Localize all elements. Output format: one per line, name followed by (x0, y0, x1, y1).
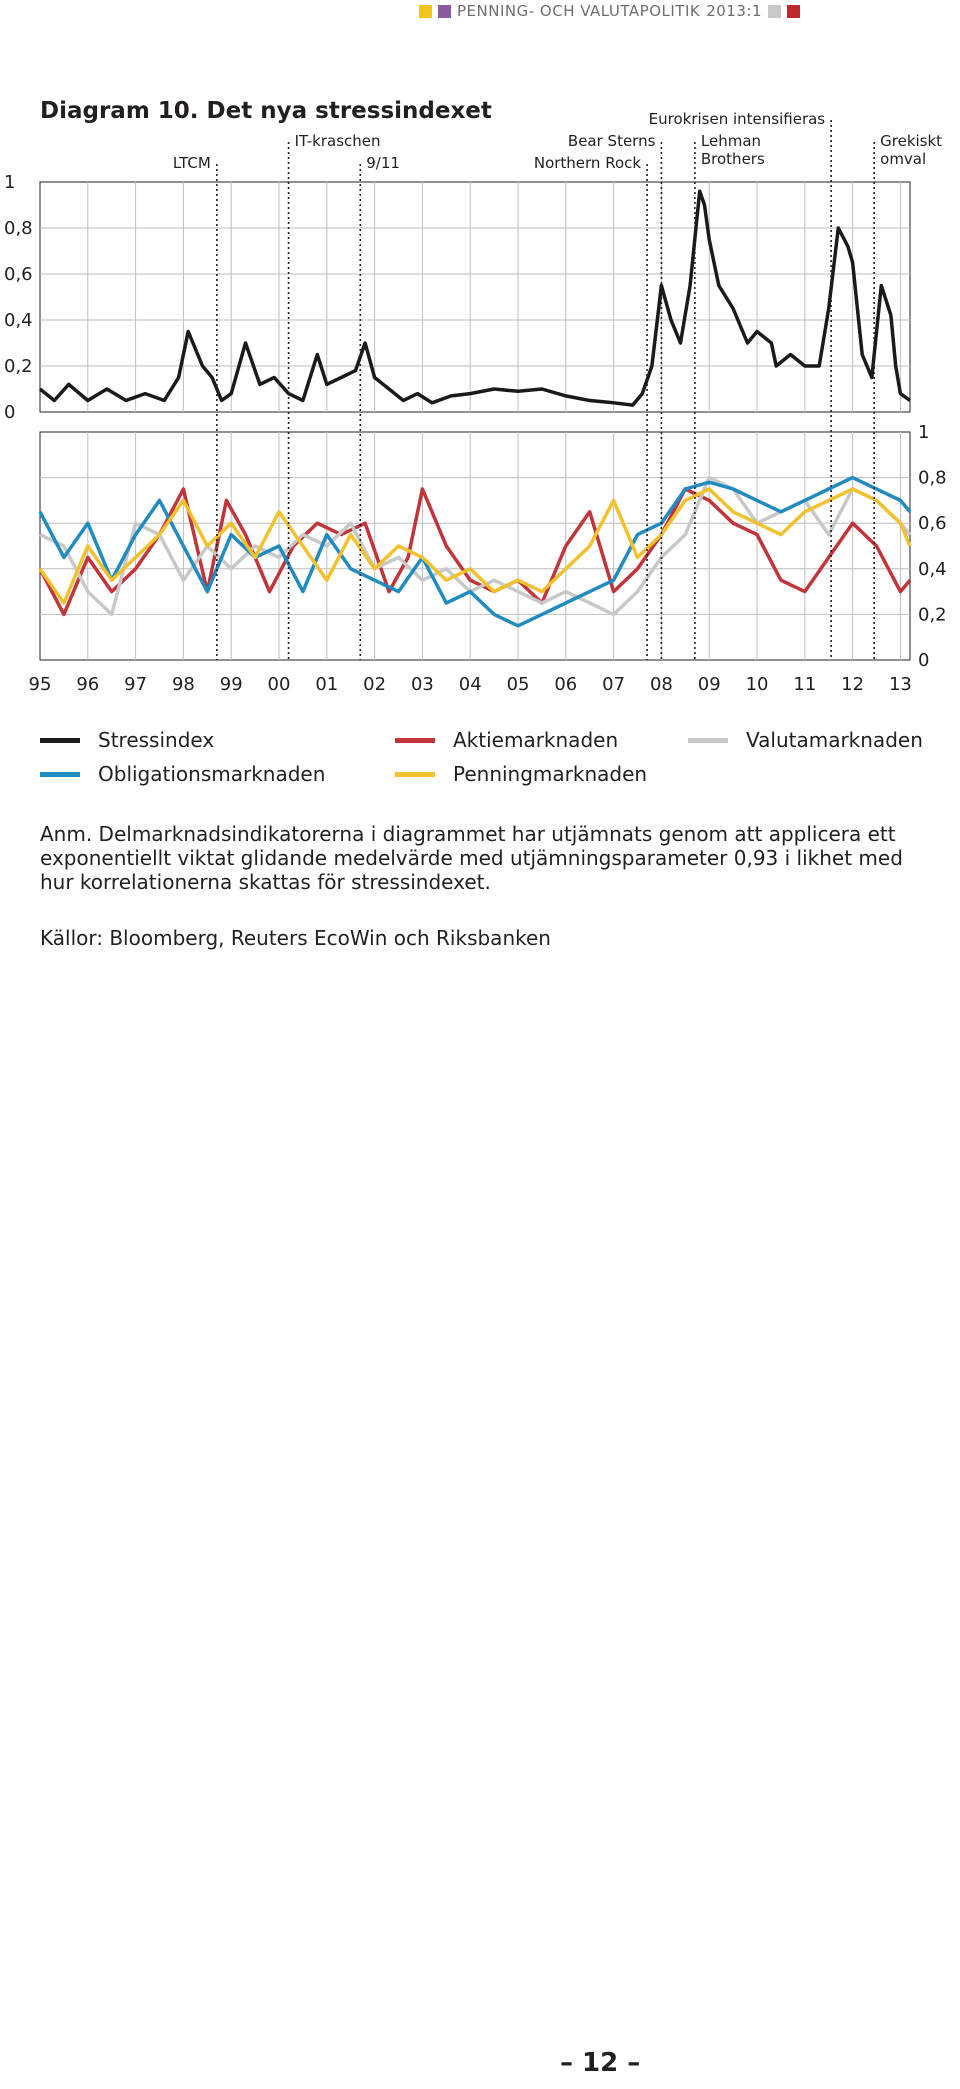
event-label-line: Grekiskt (880, 132, 943, 150)
legend-label: Aktiemarknaden (453, 728, 619, 752)
legend-swatch-valutamarknaden (688, 738, 728, 743)
x-tick-label: 95 (28, 674, 52, 695)
x-tick-label: 03 (410, 674, 434, 695)
upper-y-tick-label: 0,6 (4, 264, 33, 285)
event-label: IT-kraschen (294, 132, 381, 150)
x-tick-label: 98 (171, 674, 195, 695)
chart-source: Källor: Bloomberg, Reuters EcoWin och Riksbanken (40, 926, 551, 950)
legend-label: Valutamarknaden (746, 728, 923, 752)
x-tick-label: 99 (219, 674, 243, 695)
legend-item-obligationsmarknaden (40, 762, 325, 786)
event-label (880, 132, 942, 168)
stress-index-chart (0, 0, 960, 720)
x-tick-label: 13 (888, 674, 912, 695)
lower-y-tick-label: 1 (918, 422, 930, 443)
x-tick-label: 08 (649, 674, 673, 695)
event-label: LTCM (172, 154, 211, 172)
header-issue: 2013:1 (706, 2, 762, 20)
event-label-line: Lehman (700, 132, 762, 150)
legend-label: Stressindex (98, 728, 215, 752)
legend-label: Penningmarknaden (453, 762, 648, 786)
upper-y-tick-label: 0,2 (4, 356, 33, 377)
x-tick-label: 96 (76, 674, 100, 695)
legend-item-aktiemarknaden (395, 728, 618, 752)
legend-swatch-aktiemarknaden (395, 738, 435, 743)
chart-note: Anm. Delmarknadsindikatorerna i diagrammet har utjämnats genom att applicera ett exponentiellt viktat glidande medelvärde med utjämningsparameter 0,93 i likhet med hur korrelationerna skattas för stressindexet. (40, 822, 903, 894)
upper-y-tick-label: 0,4 (4, 310, 33, 331)
x-tick-label: 97 (124, 674, 148, 695)
legend-swatch-stressindex (40, 738, 80, 743)
legend-item-penningmarknaden (395, 762, 647, 786)
lower-y-tick-label: 0,6 (918, 513, 947, 535)
event-label-line: Brothers (700, 150, 765, 168)
upper-y-tick-label: 1 (4, 172, 16, 193)
lower-y-tick-label: 0,8 (918, 467, 947, 489)
upper-panel-frame (40, 182, 910, 412)
event-label-line: omval (880, 150, 927, 168)
chart-title: Diagram 10. Det nya stressindexet (40, 98, 492, 124)
legend-label: Obligationsmarknaden (98, 762, 326, 786)
x-tick-label: 12 (841, 674, 865, 695)
x-tick-label: 02 (363, 674, 387, 695)
x-tick-label: 10 (745, 674, 769, 695)
upper-y-tick-label: 0,8 (4, 218, 33, 239)
event-label: 9/11 (366, 154, 400, 172)
x-tick-label: 11 (793, 674, 817, 695)
event-label: Eurokrisen intensifieras (648, 110, 826, 128)
legend-item-valutamarknaden (688, 728, 923, 752)
series-line-penningmarknaden (40, 489, 910, 603)
event-label (701, 132, 765, 168)
legend-swatch-penningmarknaden (395, 772, 435, 777)
x-tick-label: 05 (506, 674, 530, 695)
x-tick-label: 07 (602, 674, 626, 695)
page-number: – 12 – (560, 2048, 641, 2078)
x-tick-label: 09 (697, 674, 721, 695)
x-tick-label: 00 (267, 674, 291, 695)
series-line-obligationsmarknaden (40, 478, 910, 626)
legend-item-stressindex (40, 728, 214, 752)
lower-panel-frame (40, 432, 910, 660)
lower-y-tick-label: 0,4 (918, 558, 947, 580)
event-label: Northern Rock (533, 154, 642, 172)
x-tick-label: 04 (458, 674, 482, 695)
header-text: PENNING- OCH VALUTAPOLITIK (457, 2, 701, 20)
series-line-stressindex (40, 191, 910, 405)
upper-y-tick-label: 0 (4, 402, 16, 423)
x-tick-label: 06 (554, 674, 578, 695)
x-tick-label: 01 (315, 674, 339, 695)
lower-y-tick-label: 0 (918, 650, 930, 671)
event-label: Bear Sterns (567, 132, 656, 150)
lower-y-tick-label: 0,2 (918, 604, 947, 626)
legend-swatch-obligationsmarknaden (40, 772, 80, 777)
